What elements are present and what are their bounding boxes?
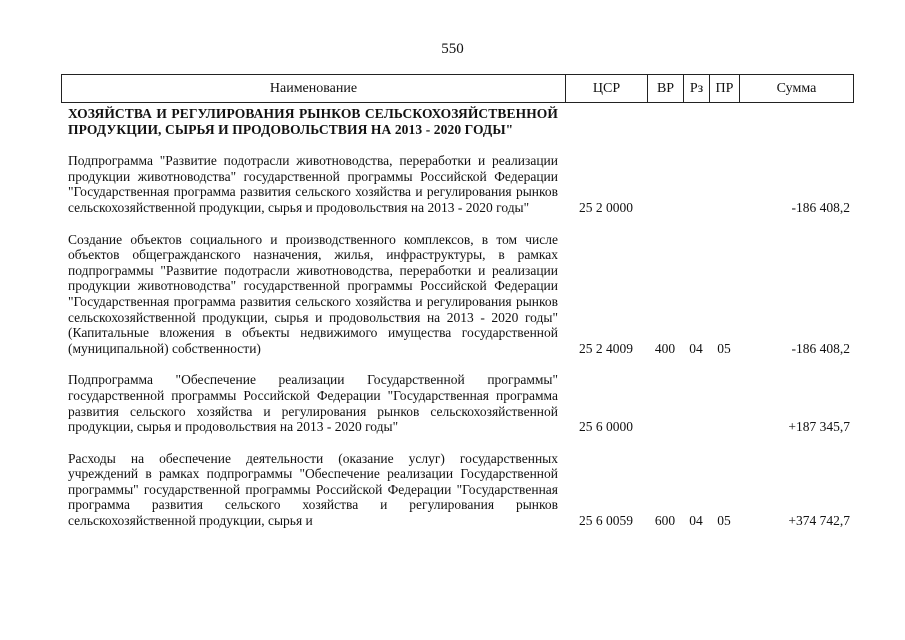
header-name: Наименование	[62, 75, 566, 102]
header-sum: Сумма	[776, 80, 817, 96]
table-row	[61, 372, 854, 434]
table-row	[61, 451, 854, 529]
row-pr: 05	[717, 340, 731, 356]
header-pr: ПР	[710, 75, 740, 102]
row-csr: 25 2 4009	[579, 340, 633, 356]
table-row	[61, 232, 854, 357]
row-name: Подпрограмма "Обеспечение реализации Государственной программы" государственной программы Российской Федерации "Государственная программа развития сельского хозяйства и регулирования рынков сельскохозяйственной продукции, сырья и продовольствия на 2013 - 2020 годы"	[68, 372, 558, 435]
row-csr: 25 2 0000	[579, 199, 633, 215]
table-header	[61, 74, 854, 103]
row-vr: 600	[654, 513, 676, 529]
row-vr: 400	[654, 340, 676, 356]
row-csr: 25 6 0000	[579, 419, 633, 435]
header-csr: ЦСР	[566, 75, 648, 102]
row-rz: 04	[689, 340, 703, 356]
row-sum: +187 345,7	[788, 419, 850, 435]
row-sum: +374 742,7	[788, 513, 850, 529]
table-body	[61, 103, 854, 640]
table-row	[61, 153, 854, 215]
header-vr: ВР	[648, 75, 684, 102]
page-number: 550	[441, 41, 464, 57]
row-rz: 04	[689, 513, 703, 529]
row-name: Подпрограмма "Развитие подотрасли животноводства, переработки и реализации продукции животноводства" государственной программы Российской Федерации "Государственная программа развития сельского хозяйства и регулирования рынков сельскохозяйственной продукции, сырья и продовольствия на 2013 - 2020 годы"	[68, 153, 558, 215]
row-sum: -186 408,2	[791, 340, 850, 356]
header-rz: Рз	[684, 75, 710, 102]
row-pr: 05	[717, 513, 731, 529]
row-name: ХОЗЯЙСТВА И РЕГУЛИРОВАНИЯ РЫНКОВ СЕЛЬСКОХОЗЯЙСТВЕННОЙ ПРОДУКЦИИ, СЫРЬЯ И ПРОДОВОЛЬСТВИЯ НА 2013 - 2020 ГОДЫ"	[68, 106, 558, 137]
row-name: Расходы на обеспечение деятельности (оказание услуг) государственных учреждений в рамках подпрограммы "Обеспечение реализации Государственной программы" государственной программы Российской Федерации "Государственная программа развития сельского хозяйства и регулирования рынков сельскохозяйственной продукции, сырья и	[68, 450, 558, 529]
row-name: Создание объектов социального и производственного комплексов, в том числе объектов общегражданского назначения, жилья, инфраструктуры, в рамках подпрограммы "Развитие подотрасли животноводства, переработки и реализации продукции животноводства" государственной программы Российской Федерации "Государственная программа развития сельского хозяйства и регулирования рынков сельскохозяйственной продукции, сырья и продовольствия на 2013 - 2020 годы" (Капитальные вложения в объекты недвижимого имущества государственной (муниципальной) собственности)	[68, 231, 558, 356]
row-csr: 25 6 0059	[579, 513, 633, 529]
row-sum: -186 408,2	[791, 199, 850, 215]
table-row	[61, 106, 854, 137]
